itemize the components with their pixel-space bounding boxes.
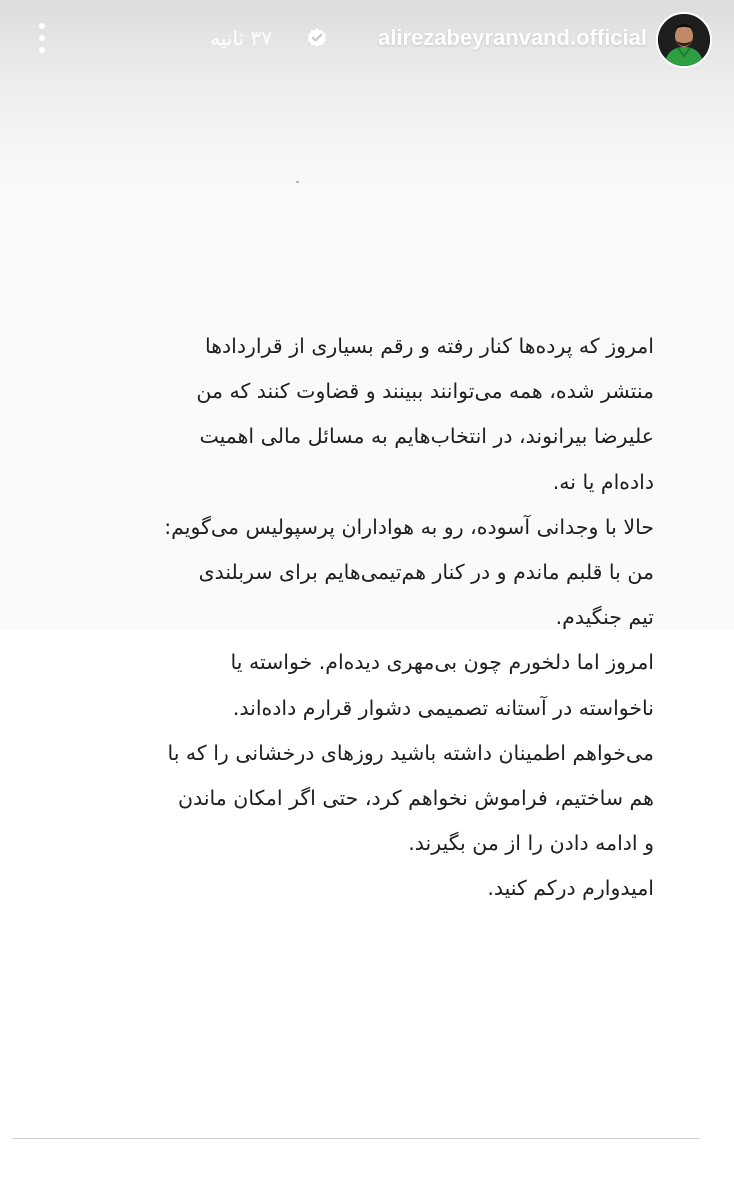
statement-line: ناخواسته در آستانه تصمیمی دشوار قرارم داده‌اند. [232,695,654,720]
statement-line: امروز اما دلخورم چون بی‌مهری دیده‌ام. خواسته یا [230,650,654,675]
statement-line: تیم جنگیدم. [555,605,654,630]
statement-line: امروز که پرده‌ها کنار رفته و رقم بسیاری از قراردادها [204,334,654,358]
statement-line: منتشر شده، همه می‌توانند ببینند و قضاوت کنند که من [196,379,654,404]
vertical-dots-icon [39,23,45,29]
statement-line: داده‌ام یا نه. [552,469,654,494]
statement-line: امیدوارم درکم کنید. [487,876,654,901]
username[interactable]: alirezabeyranvand.official [378,25,647,50]
speck [296,181,299,183]
statement-text [54,324,654,912]
story-timestamp: ۳۷ ثانیه [210,26,272,50]
statement-line: علیرضا بیرانوند، در انتخاب‌هایم به مسائل مالی اهمیت [199,424,654,449]
profile-avatar[interactable] [656,12,712,68]
more-options-button[interactable] [30,20,54,56]
avatar-photo [658,14,710,66]
statement-line: و ادامه دادن را از من بگیرند. [408,831,654,856]
statement-line: حالا با وجدانی آسوده، رو به هواداران پرسپولیس می‌گویم: [164,514,654,539]
statement-line: می‌خواهم اطمینان داشته باشید روزهای درخشانی را که با [167,740,654,765]
statement-line: من با قلبم ماندم و در کنار هم‌تیمی‌هایم برای سربلندی [198,560,654,585]
statement-line: هم ساختیم، فراموش نخواهم کرد، حتی اگر امکان ماندن [178,786,654,811]
reply-bar-divider [12,1138,700,1139]
story-header [0,0,734,78]
verified-badge-icon [306,27,328,49]
